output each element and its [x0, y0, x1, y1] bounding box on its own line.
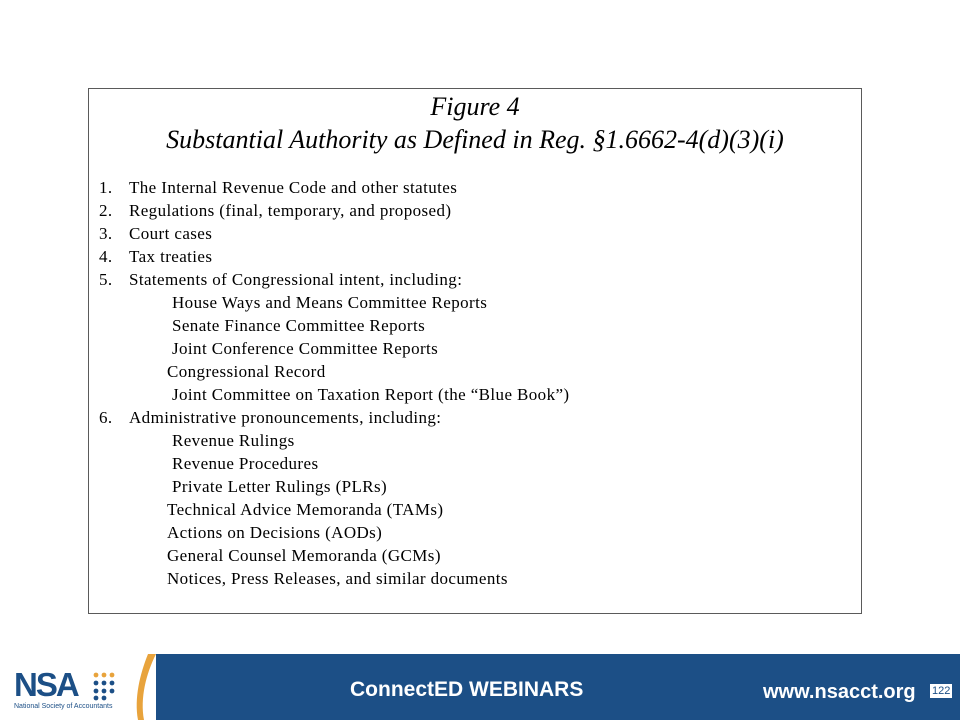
item-number: 2. — [99, 201, 113, 220]
sub-item: Revenue Rulings — [172, 431, 295, 450]
sub-item: Senate Finance Committee Reports — [172, 316, 426, 335]
figure-box — [88, 88, 862, 614]
item-text: The Internal Revenue Code and other statutes — [129, 178, 458, 197]
sub-item: Revenue Procedures — [172, 454, 319, 473]
item-text: Statements of Congressional intent, including: — [129, 270, 463, 289]
sub-item: Joint Committee on Taxation Report (the “Blue Book”) — [172, 385, 570, 404]
item-number: 5. — [99, 270, 113, 289]
sub-item: Notices, Press Releases, and similar documents — [167, 569, 508, 588]
item-text: Administrative pronouncements, including: — [129, 408, 442, 427]
sub-item: Congressional Record — [167, 362, 326, 381]
sub-item: General Counsel Memoranda (GCMs) — [167, 546, 441, 565]
figure-title: Figure 4 — [430, 92, 520, 121]
figure-subtitle: Substantial Authority as Defined in Reg. §1.6662-4(d)(3)(i) — [166, 125, 784, 154]
sub-item: Joint Conference Committee Reports — [172, 339, 439, 358]
brand-text: ConnectED WEBINARS — [350, 678, 584, 701]
nsa-logo-subtext: National Society of Accountants — [14, 703, 113, 710]
item-text: Court cases — [129, 224, 213, 243]
nsa-logo: NSA — [14, 666, 78, 703]
sub-item: Actions on Decisions (AODs) — [167, 523, 383, 542]
page-number: 122 — [932, 685, 951, 697]
sub-item: Private Letter Rulings (PLRs) — [172, 477, 388, 496]
item-number: 1. — [99, 178, 113, 197]
item-number: 6. — [99, 408, 113, 427]
item-number: 3. — [99, 224, 113, 243]
sub-item: House Ways and Means Committee Reports — [172, 293, 488, 312]
item-text: Regulations (final, temporary, and proposed) — [129, 201, 452, 220]
sub-item: Technical Advice Memoranda (TAMs) — [167, 500, 444, 519]
item-text: Tax treaties — [129, 247, 213, 266]
item-number: 4. — [99, 247, 113, 266]
website-link[interactable]: www.nsacct.org — [763, 681, 916, 703]
nsa-logo-dots-icon — [92, 671, 118, 701]
